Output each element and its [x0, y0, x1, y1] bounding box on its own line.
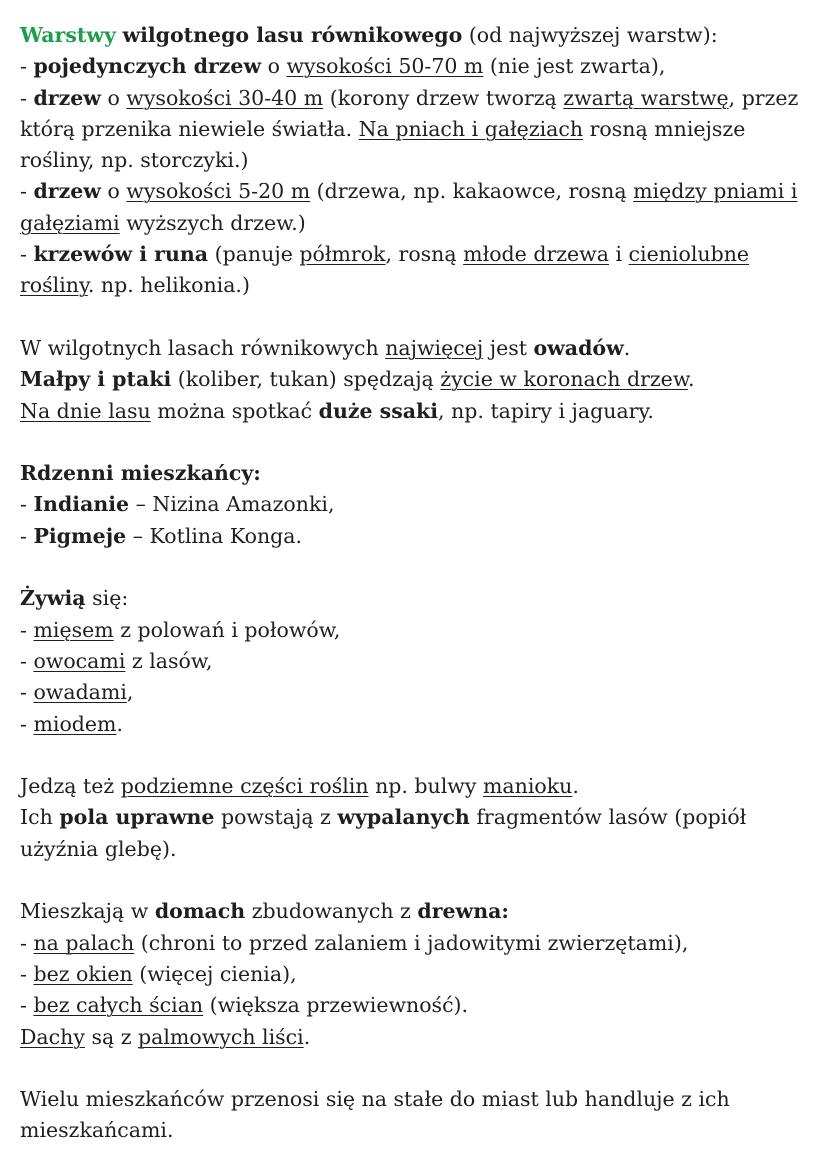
- text: się:: [85, 586, 129, 611]
- dash: -: [20, 523, 34, 548]
- text: (więcej cienia),: [132, 961, 297, 986]
- text: , np. tapiry i jaguary.: [438, 398, 654, 423]
- dash: -: [20, 648, 34, 673]
- underlined-text: między pniami i gałęziami: [20, 179, 798, 235]
- text: .: [623, 335, 631, 360]
- text: jest: [483, 335, 534, 360]
- food-item: [20, 709, 810, 740]
- housing-intro: [20, 896, 810, 927]
- fauna-line-3: [20, 396, 810, 427]
- underlined-text: życie w koronach drzew: [440, 367, 688, 392]
- layer-item: [20, 83, 810, 177]
- natives-heading: [20, 458, 810, 489]
- underlined-text: wysokości 5-20 m: [126, 179, 311, 204]
- layer-term: drzew: [33, 85, 101, 110]
- dash: -: [20, 492, 34, 517]
- fauna-line-1: [20, 333, 810, 364]
- food-item: [20, 615, 810, 646]
- layer-term: drzew: [33, 179, 101, 204]
- spacer: [20, 865, 810, 896]
- dash: -: [20, 242, 34, 267]
- text: i: [608, 242, 629, 267]
- underlined-text: Dachy: [20, 1024, 85, 1049]
- dash: -: [20, 711, 34, 736]
- text: Ich: [20, 805, 60, 830]
- text: .: [116, 711, 124, 736]
- food-item: [20, 677, 810, 708]
- text: – Kotlina Konga.: [126, 523, 303, 548]
- heading-green-word: Warstwy: [20, 23, 116, 47]
- dash: -: [20, 85, 34, 110]
- layer-item: [20, 239, 810, 302]
- dash: -: [20, 930, 34, 955]
- text: (panuje: [208, 242, 300, 267]
- text: Mieszkają w: [20, 899, 155, 924]
- text: , rosną: [385, 242, 464, 267]
- underlined-text: miodem: [33, 711, 117, 736]
- underlined-text: manioku: [482, 774, 573, 799]
- dash: -: [20, 179, 34, 204]
- farming-line-1: [20, 771, 810, 802]
- bold-text: Pigmeje: [33, 523, 127, 548]
- text: są z: [84, 1024, 139, 1049]
- farming-line-2: [20, 802, 810, 865]
- underlined-text: owadami: [33, 680, 127, 705]
- text: (nie jest zwarta),: [483, 54, 666, 79]
- text: powstają z: [214, 805, 338, 830]
- underlined-text: zwartą warstwę: [563, 85, 729, 110]
- food-item: [20, 646, 810, 677]
- spacer: [20, 552, 810, 583]
- underlined-text: podziemne części roślin: [120, 774, 369, 799]
- bold-text: pola uprawne: [59, 805, 215, 830]
- underlined-text: bez okien: [33, 961, 133, 986]
- heading-bold: wilgotnego lasu równikowego: [122, 23, 463, 47]
- underlined-text: młode drzewa: [463, 242, 609, 267]
- bold-text: drewna:: [417, 899, 509, 924]
- text: ,: [126, 680, 134, 705]
- layer-term: krzewów i runa: [33, 242, 209, 267]
- text: fragmentów lasów (popiół użyźnia glebę).: [20, 805, 747, 861]
- bold-text: domach: [154, 899, 246, 924]
- text: o: [100, 85, 127, 110]
- bold-text: owadów: [533, 335, 624, 360]
- text: (chroni to przed zalaniem i jadowitymi zwierzętami),: [134, 930, 689, 955]
- fauna-line-2: [20, 364, 810, 395]
- text: (większa przewiewność).: [203, 993, 469, 1018]
- heading-rest: (od najwyższej warstw):: [468, 23, 718, 47]
- text: Jedzą też: [20, 774, 121, 799]
- text: z polowań i połowów,: [113, 617, 341, 642]
- housing-item: [20, 959, 810, 990]
- layer-item: [20, 176, 810, 239]
- text: (drzewa, np. kakaowce, rosną: [310, 179, 634, 204]
- spacer: [20, 1053, 810, 1084]
- underlined-text: wysokości 30-40 m: [126, 85, 324, 110]
- bold-text: Żywią: [20, 586, 86, 611]
- text: o: [100, 179, 127, 204]
- bold-text: Małpy i ptaki: [20, 367, 172, 392]
- bold-text: Indianie: [33, 492, 130, 517]
- text: , przez którą przenika niewiele światła.: [20, 85, 799, 141]
- underlined-text: Na dnie lasu: [20, 398, 151, 423]
- text: W wilgotnych lasach równikowych: [20, 335, 386, 360]
- text: .: [572, 774, 579, 799]
- bold-text: Rdzenni mieszkańcy:: [20, 461, 261, 486]
- document: [20, 20, 810, 1147]
- bold-text: wypalanych: [337, 805, 470, 830]
- natives-item: [20, 489, 810, 520]
- migration-paragraph: Wielu mieszkańców przenosi się na stałe do miast lub handluje z ich mieszkańcami.: [20, 1087, 730, 1143]
- housing-roof: [20, 1022, 810, 1053]
- dash: -: [20, 993, 34, 1018]
- spacer: [20, 740, 810, 771]
- housing-item: [20, 990, 810, 1021]
- text: wyższych drzew.): [119, 210, 306, 235]
- dash: -: [20, 961, 34, 986]
- text: (koliber, tukan) spędzają: [171, 367, 441, 392]
- text: (korony drzew tworzą: [323, 85, 564, 110]
- text: rosną mniejsze rośliny, np. storczyki.): [20, 116, 746, 173]
- natives-item: [20, 521, 810, 552]
- underlined-text: bez całych ścian: [33, 993, 204, 1018]
- text: .: [687, 367, 695, 392]
- underlined-text: mięsem: [33, 617, 114, 642]
- text: o: [261, 54, 287, 79]
- underlined-text: na palach: [33, 930, 135, 955]
- text: . np. helikonia.): [87, 273, 250, 298]
- underlined-text: najwięcej: [385, 335, 484, 360]
- dash: -: [20, 54, 34, 79]
- layer-item: [20, 51, 810, 82]
- dash: -: [20, 680, 34, 705]
- layers-heading: [20, 20, 810, 51]
- underlined-text: cieniolubne rośliny: [20, 242, 750, 298]
- food-heading: [20, 583, 810, 614]
- underlined-text: owocami: [33, 648, 126, 673]
- underlined-text: wysokości 50-70 m: [286, 54, 484, 79]
- text: zbudowanych z: [245, 899, 418, 924]
- underlined-text: półmrok: [299, 242, 386, 267]
- text: .: [303, 1024, 311, 1049]
- spacer: [20, 302, 810, 333]
- dash: -: [20, 617, 34, 642]
- text: – Nizina Amazonki,: [129, 492, 335, 517]
- spacer: [20, 427, 810, 458]
- layer-term: pojedynczych drzew: [33, 54, 262, 79]
- text: np. bulwy: [368, 774, 483, 799]
- housing-item: [20, 928, 810, 959]
- text: z lasów,: [125, 648, 213, 673]
- bold-text: duże ssaki: [318, 398, 439, 423]
- text: można spotkać: [150, 398, 319, 423]
- underlined-text: Na pniach i gałęziach: [358, 116, 584, 141]
- underlined-text: palmowych liści: [138, 1024, 304, 1049]
